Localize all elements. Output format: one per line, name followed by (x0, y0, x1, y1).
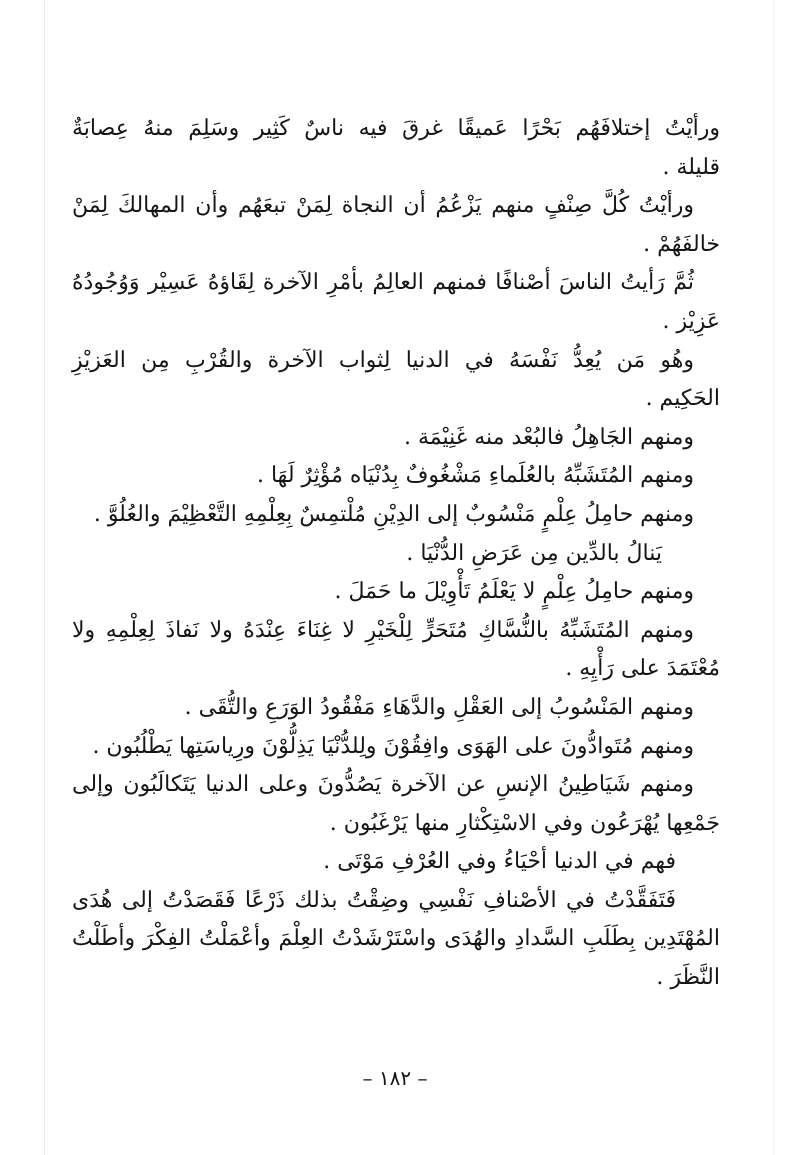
text-line: ومنهم مُتَوادُّونَ على الهَوَى وافِقُوْنَ ولِلدُّنْيَا يَذِلُّوْنَ ورِياسَتِها يَطْلُبُون . (92, 733, 694, 759)
page-edge-right (773, 0, 774, 1155)
text-line: ومنهم حامِلُ عِلْمٍ لا يَعْلَمُ تَأْوِيْلَ ما حَمَلَ . (334, 579, 694, 605)
text-line: النَّظَرَ . (656, 965, 720, 991)
text-line: المُهْتَدِين بِطَلَبِ السَّدادِ والهُدَى واسْتَرْشَدْتُ العِلْمَ وأعْمَلْتُ الفِكْرَ وأطَلْتُ (72, 926, 720, 952)
page-number: – ١٨٢ – (362, 1066, 428, 1090)
text-line: ومنهم المُتَشَبِّهُ بالعُلَماءِ مَشْغُوفٌ بِدُنْيَاه مُؤْثِرٌ لَهَا . (256, 463, 694, 489)
text-line: جَمْعِها يُهْرَعُون وفي الاسْتِكْثارِ منها يَرْغَبُون . (329, 810, 720, 836)
text-line: ومنهم شَيَاطِينُ الإنسِ عن الآخرة يَصُدُّونَ وعلى الدنيا يَتَكالَبُون وإلى (72, 772, 694, 798)
text-line: قليلة . (662, 154, 720, 180)
text-line: فَتَفَقَّدْتُ في الأصْنافِ نَفْسِي وضِقْتُ بذلك ذَرْعًا فَقَصَدْتُ إلى هُدَى (72, 887, 676, 913)
text-line: خالفَهُمْ . (643, 231, 720, 257)
text-line: ورأيْتُ كُلَّ صِنْفٍ منهم يَزْعُمُ أن النجاة لِمَنْ تبعَهُم وأن المهالكَ لِمَنْ (72, 193, 694, 219)
text-line: عَزِيْز . (662, 308, 720, 334)
text-line: الحَكِيم . (645, 386, 720, 412)
text-line: ومنهم حامِلُ عِلْمٍ مَنْسُوبٌ إلى الدِيْنِ مُلْتمِسٌ بِعِلْمِهِ التَّعْظِيْمَ والعُلُوَّ . (93, 501, 694, 527)
text-line: مُعْتَمَدَ على رَأْيِهِ . (565, 656, 720, 682)
text-line: ومنهم المَنْسُوبُ إلى العَقْلِ والدَّهَاءِ مَفْقُودُ الوَرَعِ والتُّقَى . (184, 694, 694, 720)
text-line: ومنهم الجَاهِلُ فالبُعْد منه غَنِيْمَة . (403, 424, 694, 450)
text-line: ورأيْتُ إختلافَهُم بَحْرًا عَميقًا غرقَ فيه ناسٌ كَثِير وسَلِمَ منهُ عِصابَةٌ (72, 116, 720, 141)
text-line: يَنالُ بالدِّين مِن عَرَضِ الدُّنْيَا . (406, 540, 662, 566)
page-edge-left (44, 0, 45, 1155)
text-line: ثُمَّ رَأيتُ الناسَ أصْنافًا فمنهم العالِمُ بأمْرِ الآخرة لِقَاؤهُ عَسِيْر وَوُجُودُهُ (72, 270, 694, 296)
body-text (72, 110, 720, 998)
text-line: وهُو مَن يُعِدُّ نَفْسَهُ في الدنيا لِثواب الآخرة والقُرْبِ مِن العَزيْزِ (72, 347, 694, 373)
text-line: ومنهم المُتَشَبِّهُ بالنُّسَّاكِ مُتَحَرٍّ لِلْخَيْرِ لا غِنَاءَ عِنْدَهُ ولا نَفاذَ لِعِلْمِهِ ولا (72, 617, 694, 643)
text-line: فهم في الدنيا أحْيَاءُ وفي العُرْفِ مَوْتَى . (323, 849, 676, 875)
